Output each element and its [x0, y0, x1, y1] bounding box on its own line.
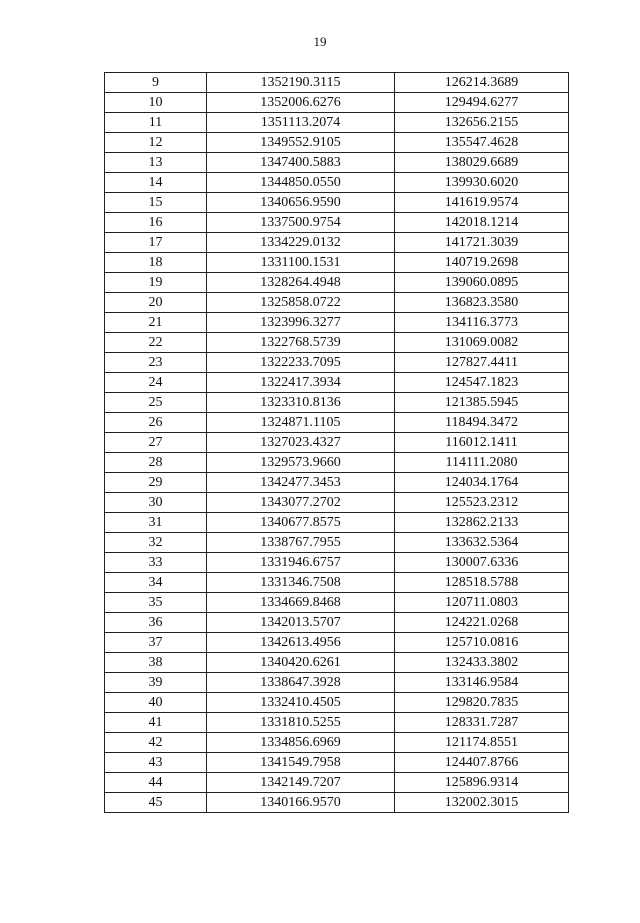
table-row: [105, 193, 569, 213]
table-row: [105, 113, 569, 133]
point-number-cell: 10: [105, 93, 207, 113]
x-coordinate-cell: 1340656.9590: [207, 193, 395, 213]
y-coordinate-cell: 140719.2698: [395, 253, 569, 273]
table-row: [105, 573, 569, 593]
table-row: [105, 453, 569, 473]
x-coordinate-cell: 1328264.4948: [207, 273, 395, 293]
x-coordinate-cell: 1342477.3453: [207, 473, 395, 493]
y-coordinate-cell: 142018.1214: [395, 213, 569, 233]
y-coordinate-cell: 139060.0895: [395, 273, 569, 293]
table-row: [105, 233, 569, 253]
x-coordinate-cell: 1331100.1531: [207, 253, 395, 273]
y-coordinate-cell: 131069.0082: [395, 333, 569, 353]
point-number-cell: 37: [105, 633, 207, 653]
table-row: [105, 513, 569, 533]
y-coordinate-cell: 132002.3015: [395, 793, 569, 813]
y-coordinate-cell: 116012.1411: [395, 433, 569, 453]
y-coordinate-cell: 118494.3472: [395, 413, 569, 433]
table-row: [105, 773, 569, 793]
x-coordinate-cell: 1349552.9105: [207, 133, 395, 153]
point-number-cell: 43: [105, 753, 207, 773]
table-row: [105, 493, 569, 513]
x-coordinate-cell: 1340677.8575: [207, 513, 395, 533]
y-coordinate-cell: 126214.3689: [395, 73, 569, 93]
table-row: [105, 693, 569, 713]
table-row: [105, 533, 569, 553]
y-coordinate-cell: 133146.9584: [395, 673, 569, 693]
point-number-cell: 18: [105, 253, 207, 273]
x-coordinate-cell: 1325858.0722: [207, 293, 395, 313]
x-coordinate-cell: 1324871.1105: [207, 413, 395, 433]
y-coordinate-cell: 124034.1764: [395, 473, 569, 493]
point-number-cell: 28: [105, 453, 207, 473]
point-number-cell: 40: [105, 693, 207, 713]
x-coordinate-cell: 1351113.2074: [207, 113, 395, 133]
point-number-cell: 21: [105, 313, 207, 333]
point-number-cell: 38: [105, 653, 207, 673]
x-coordinate-cell: 1340166.9570: [207, 793, 395, 813]
x-coordinate-cell: 1334669.8468: [207, 593, 395, 613]
point-number-cell: 34: [105, 573, 207, 593]
y-coordinate-cell: 125523.2312: [395, 493, 569, 513]
y-coordinate-cell: 130007.6336: [395, 553, 569, 573]
y-coordinate-cell: 121174.8551: [395, 733, 569, 753]
point-number-cell: 16: [105, 213, 207, 233]
table-row: [105, 413, 569, 433]
x-coordinate-cell: 1342149.7207: [207, 773, 395, 793]
x-coordinate-cell: 1327023.4327: [207, 433, 395, 453]
point-number-cell: 44: [105, 773, 207, 793]
table-row: [105, 153, 569, 173]
x-coordinate-cell: 1331946.6757: [207, 553, 395, 573]
table-row: [105, 793, 569, 813]
table-row: [105, 333, 569, 353]
point-number-cell: 42: [105, 733, 207, 753]
point-number-cell: 24: [105, 373, 207, 393]
table-row: [105, 73, 569, 93]
y-coordinate-cell: 133632.5364: [395, 533, 569, 553]
point-number-cell: 39: [105, 673, 207, 693]
point-number-cell: 22: [105, 333, 207, 353]
y-coordinate-cell: 120711.0803: [395, 593, 569, 613]
y-coordinate-cell: 114111.2080: [395, 453, 569, 473]
x-coordinate-cell: 1352190.3115: [207, 73, 395, 93]
table-row: [105, 273, 569, 293]
coordinates-table-body: [105, 73, 569, 813]
table-row: [105, 593, 569, 613]
point-number-cell: 30: [105, 493, 207, 513]
x-coordinate-cell: 1322233.7095: [207, 353, 395, 373]
table-row: [105, 633, 569, 653]
x-coordinate-cell: 1331810.5255: [207, 713, 395, 733]
y-coordinate-cell: 125896.9314: [395, 773, 569, 793]
x-coordinate-cell: 1344850.0550: [207, 173, 395, 193]
point-number-cell: 32: [105, 533, 207, 553]
table-row: [105, 753, 569, 773]
y-coordinate-cell: 135547.4628: [395, 133, 569, 153]
table-row: [105, 713, 569, 733]
x-coordinate-cell: 1338647.3928: [207, 673, 395, 693]
y-coordinate-cell: 132433.3802: [395, 653, 569, 673]
point-number-cell: 27: [105, 433, 207, 453]
x-coordinate-cell: 1338767.7955: [207, 533, 395, 553]
table-row: [105, 613, 569, 633]
x-coordinate-cell: 1337500.9754: [207, 213, 395, 233]
y-coordinate-cell: 128518.5788: [395, 573, 569, 593]
x-coordinate-cell: 1332410.4505: [207, 693, 395, 713]
point-number-cell: 41: [105, 713, 207, 733]
point-number-cell: 33: [105, 553, 207, 573]
table-row: [105, 733, 569, 753]
point-number-cell: 11: [105, 113, 207, 133]
y-coordinate-cell: 129820.7835: [395, 693, 569, 713]
y-coordinate-cell: 141721.3039: [395, 233, 569, 253]
table-row: [105, 173, 569, 193]
y-coordinate-cell: 141619.9574: [395, 193, 569, 213]
table-row: [105, 313, 569, 333]
table-row: [105, 353, 569, 373]
x-coordinate-cell: 1334856.6969: [207, 733, 395, 753]
y-coordinate-cell: 124407.8766: [395, 753, 569, 773]
x-coordinate-cell: 1342013.5707: [207, 613, 395, 633]
x-coordinate-cell: 1322768.5739: [207, 333, 395, 353]
x-coordinate-cell: 1341549.7958: [207, 753, 395, 773]
x-coordinate-cell: 1347400.5883: [207, 153, 395, 173]
point-number-cell: 12: [105, 133, 207, 153]
point-number-cell: 20: [105, 293, 207, 313]
y-coordinate-cell: 138029.6689: [395, 153, 569, 173]
y-coordinate-cell: 121385.5945: [395, 393, 569, 413]
table-row: [105, 213, 569, 233]
point-number-cell: 29: [105, 473, 207, 493]
point-number-cell: 17: [105, 233, 207, 253]
x-coordinate-cell: 1352006.6276: [207, 93, 395, 113]
x-coordinate-cell: 1323996.3277: [207, 313, 395, 333]
page-number: 19: [313, 34, 327, 49]
x-coordinate-cell: 1323310.8136: [207, 393, 395, 413]
x-coordinate-cell: 1329573.9660: [207, 453, 395, 473]
y-coordinate-cell: 132656.2155: [395, 113, 569, 133]
table-row: [105, 393, 569, 413]
x-coordinate-cell: 1331346.7508: [207, 573, 395, 593]
point-number-cell: 14: [105, 173, 207, 193]
table-row: [105, 373, 569, 393]
x-coordinate-cell: 1340420.6261: [207, 653, 395, 673]
x-coordinate-cell: 1342613.4956: [207, 633, 395, 653]
table-row: [105, 293, 569, 313]
table-row: [105, 553, 569, 573]
table-row: [105, 253, 569, 273]
point-number-cell: 26: [105, 413, 207, 433]
table-row: [105, 433, 569, 453]
point-number-cell: 35: [105, 593, 207, 613]
point-number-cell: 15: [105, 193, 207, 213]
y-coordinate-cell: 125710.0816: [395, 633, 569, 653]
y-coordinate-cell: 134116.3773: [395, 313, 569, 333]
coordinates-table: [104, 72, 569, 813]
x-coordinate-cell: 1343077.2702: [207, 493, 395, 513]
table-row: [105, 473, 569, 493]
y-coordinate-cell: 124221.0268: [395, 613, 569, 633]
y-coordinate-cell: 124547.1823: [395, 373, 569, 393]
point-number-cell: 31: [105, 513, 207, 533]
point-number-cell: 19: [105, 273, 207, 293]
point-number-cell: 9: [105, 73, 207, 93]
y-coordinate-cell: 139930.6020: [395, 173, 569, 193]
table-row: [105, 133, 569, 153]
y-coordinate-cell: 129494.6277: [395, 93, 569, 113]
x-coordinate-cell: 1322417.3934: [207, 373, 395, 393]
table-row: [105, 653, 569, 673]
table-row: [105, 93, 569, 113]
y-coordinate-cell: 128331.7287: [395, 713, 569, 733]
point-number-cell: 25: [105, 393, 207, 413]
table-row: [105, 673, 569, 693]
y-coordinate-cell: 127827.4411: [395, 353, 569, 373]
point-number-cell: 36: [105, 613, 207, 633]
y-coordinate-cell: 132862.2133: [395, 513, 569, 533]
point-number-cell: 13: [105, 153, 207, 173]
point-number-cell: 45: [105, 793, 207, 813]
point-number-cell: 23: [105, 353, 207, 373]
y-coordinate-cell: 136823.3580: [395, 293, 569, 313]
x-coordinate-cell: 1334229.0132: [207, 233, 395, 253]
